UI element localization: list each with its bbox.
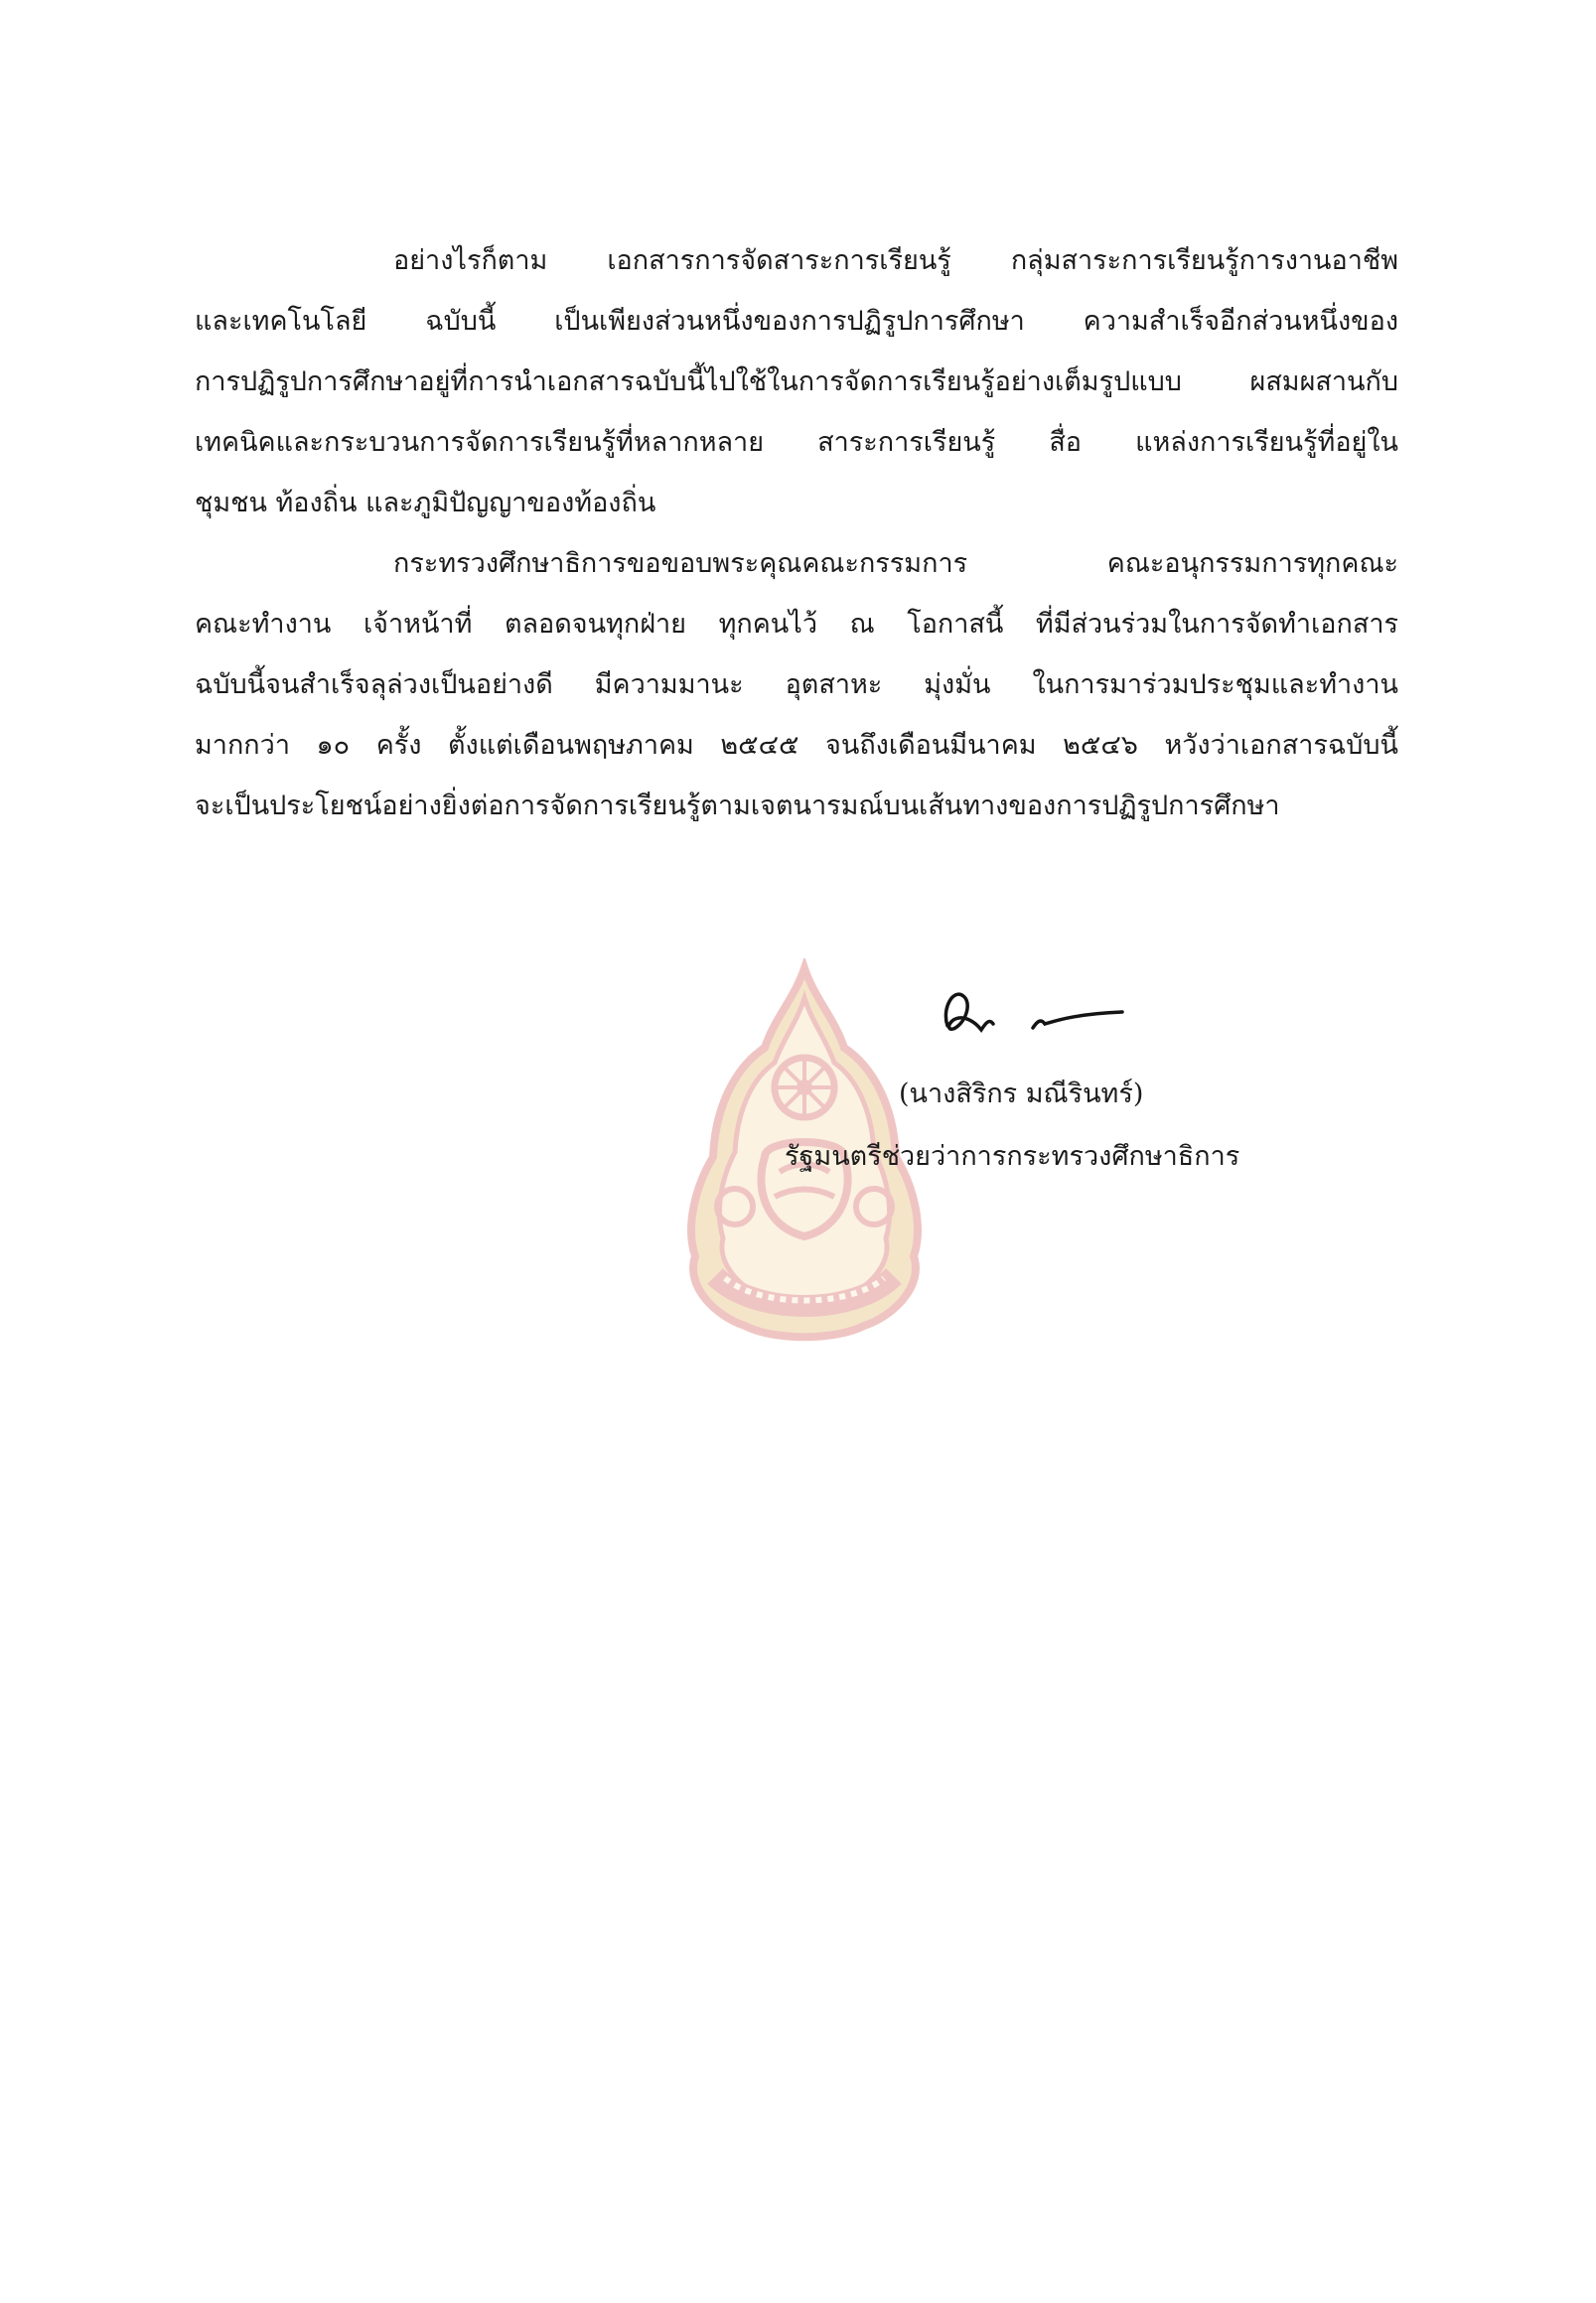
para1-line-3: การปฏิรูปการศึกษาอยู่ที่การนำเอกสารฉบับนี้ไปใช้ในการจัดการเรียนรู้อย่างเต็มรูปแบบ ผสมผสานกับ	[195, 366, 1398, 397]
para2-line-4: มากกว่า ๑๐ ครั้ง ตั้งแต่เดือนพฤษภาคม ๒๕๔๕ จนถึงเดือนมีนาคม ๒๕๔๖ หวังว่าเอกสารฉบับนี้	[195, 730, 1398, 761]
para1-line-4: เทคนิคและกระบวนการจัดการเรียนรู้ที่หลากหลาย สาระการเรียนรู้ สื่อ แหล่งการเรียนรู้ที่อยู่ใน	[195, 427, 1398, 458]
para2-line-5: จะเป็นประโยชน์อย่างยิ่งต่อการจัดการเรียนรู้ตามเจตนารมณ์บนเส้นทางของการปฏิรูปการศึกษา	[195, 791, 1280, 821]
signatory-title: รัฐมนตรีช่วยว่าการกระทรวงศึกษาธิการ	[785, 1141, 1240, 1172]
para1-line-5: ชุมชน ท้องถิ่น และภูมิปัญญาของท้องถิ่น	[195, 488, 656, 518]
para2-line-2: คณะทำงาน เจ้าหน้าที่ ตลอดจนทุกฝ่าย ทุกคนไว้ ณ โอกาสนี้ ที่มีส่วนร่วมในการจัดทำเอกสาร	[195, 609, 1398, 640]
signatory-name: (นางสิริกร มณีรินทร์)	[899, 1079, 1144, 1109]
letter-body	[195, 230, 1398, 836]
para2-line-3: ฉบับนี้จนสำเร็จลุล่วงเป็นอย่างดี มีความมานะ อุตสาหะ มุ่งมั่น ในการมาร่วมประชุมและทำงาน	[195, 669, 1398, 700]
para1-line-1: อย่างไรก็ตาม เอกสารการจัดสาระการเรียนรู้ กลุ่มสาระการเรียนรู้การงานอาชีพ	[393, 245, 1398, 276]
para1-line-2: และเทคโนโลยี ฉบับนี้ เป็นเพียงส่วนหนึ่งของการปฏิรูปการศึกษา ความสำเร็จอีกส่วนหนึ่งของ	[195, 306, 1398, 337]
para2-line-1: กระทรวงศึกษาธิการขอขอบพระคุณคณะกรรมการ คณะอนุกรรมการทุกคณะ	[393, 548, 1398, 579]
handwritten-signature	[934, 978, 1132, 1048]
